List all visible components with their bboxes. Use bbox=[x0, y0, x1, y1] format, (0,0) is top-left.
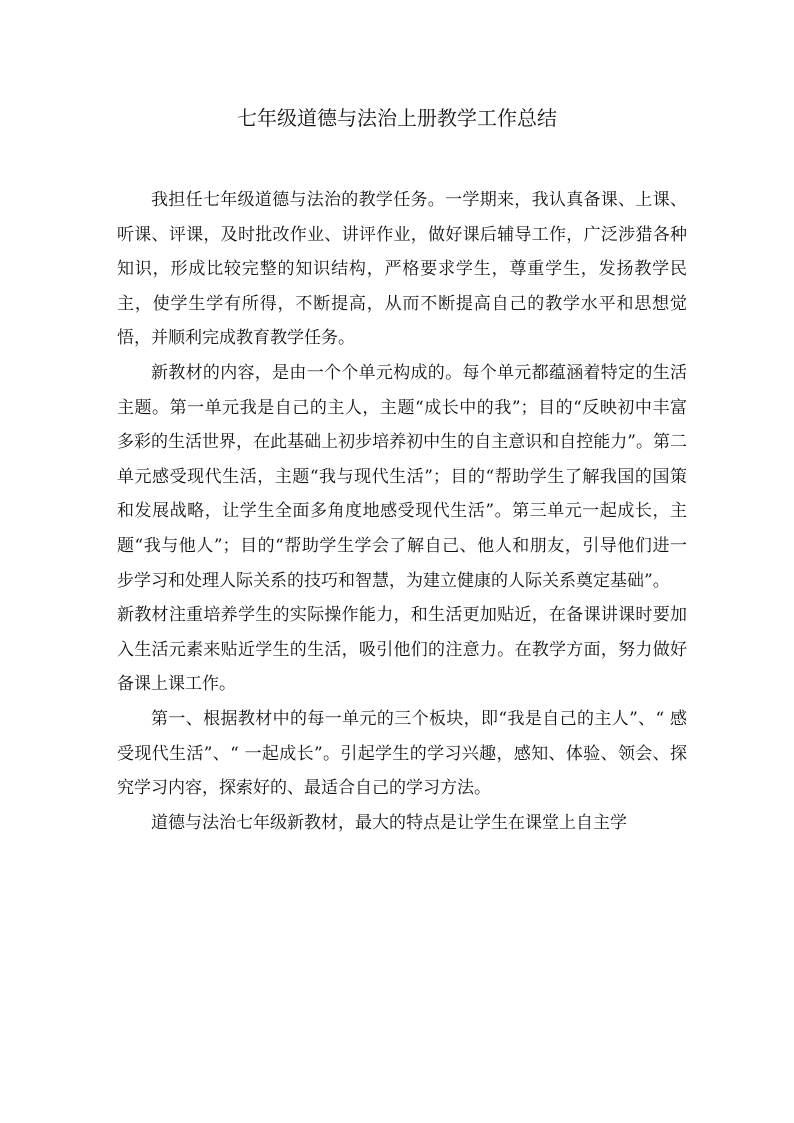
paragraph-units: 新教材的内容，是由一个个单元构成的。每个单元都蕴涵着特定的生活主题。第一单元我是自己的主人，主题“成长中的我”；目的“反映初中丰富多彩的生活世界，在此基础上初步培养初中生的自主意识和自控能力”。第二单元感受现代生活，主题“我与现代生活”；目的“帮助学生了解我国的国策和发展战略，让学生全面多角度地感受现代生活”。第三单元一起成长，主题“我与他人”；目的“帮助学生学会了解自己、他人和朋友，引导他们进一步学习和处理人际关系的技巧和智慧，为建立健康的人际关系奠定基础”。 bbox=[117, 362, 687, 591]
document-title: 七年级道德与法治上册教学工作总结 bbox=[237, 106, 557, 130]
paragraph-first-point: 第一、根据教材中的每一单元的三个板块，即“我是自己的主人”、“ 感受现代生活”、“ 一起成长”。引起学生的学习兴趣，感知、体验、领会、探究学习内容，探索好的、最适合自己的学习方法。 bbox=[117, 708, 687, 799]
document-body bbox=[117, 183, 687, 840]
paragraph-new-textbook: 新教材注重培养学生的实际操作能力，和生活更加贴近，在备课讲课时要加入生活元素来贴近学生的生活，吸引他们的注意力。在教学方面，努力做好备课上课工作。 bbox=[117, 605, 687, 695]
paragraph-feature: 道德与法治七年级新教材，最大的特点是让学生在课堂上自主学 bbox=[151, 812, 627, 833]
paragraph-intro: 我担任七年级道德与法治的教学任务。一学期来，我认真备课、上课、听课、评课，及时批改作业、讲评作业，做好课后辅导工作，广泛涉猎各种知识，形成比较完整的知识结构，严格要求学生，尊重学生，发扬教学民主，使学生学有所得，不断提高，从而不断提高自己的教学水平和思想觉悟，并顺利完成教育教学任务。 bbox=[117, 190, 687, 349]
